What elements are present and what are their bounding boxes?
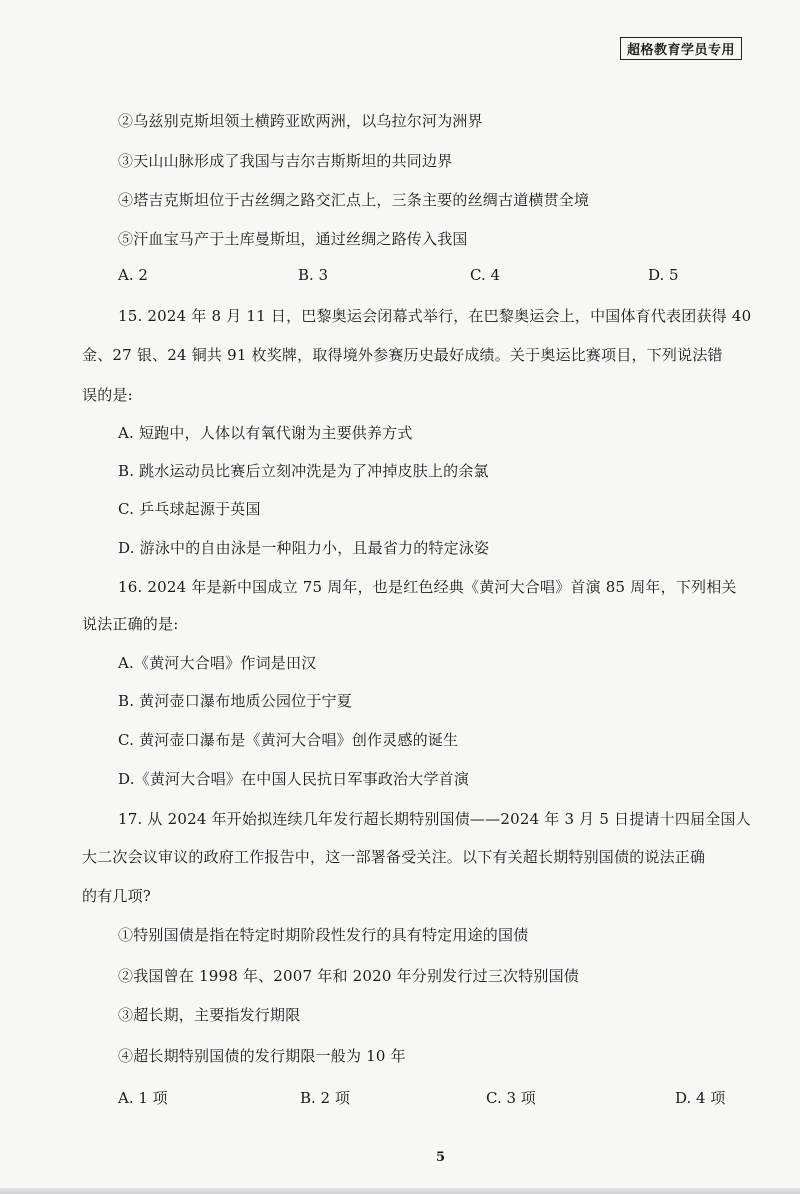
q17-statement-1: ①特别国债是指在特定时期阶段性发行的具有特定用途的国债 (118, 926, 529, 944)
q15-stem-line-1: 15. 2024 年 8 月 11 日，巴黎奥运会闭幕式举行，在巴黎奥运会上，中国体育代表团获得 40 (118, 307, 752, 325)
q15-option-d: D. 游泳中的自由泳是一种阻力小，且最省力的特定泳姿 (118, 539, 490, 557)
q15-option-a: A. 短跑中，人体以有氧代谢为主要供养方式 (118, 424, 413, 442)
q16-option-a: A.《黄河大合唱》作词是田汉 (118, 654, 317, 672)
q16-option-d: D.《黄河大合唱》在中国人民抗日军事政治大学首演 (118, 770, 470, 788)
q17-option-b: B. 2 项 (300, 1089, 350, 1107)
page-bottom-edge (0, 1188, 800, 1194)
q17-statement-3: ③超长期，主要指发行期限 (118, 1006, 301, 1024)
q17-statement-2: ②我国曾在 1998 年、2007 年和 2020 年分别发行过三次特别国债 (118, 967, 579, 985)
q15-stem-line-3: 误的是: (82, 386, 133, 404)
page-number: 5 (436, 1150, 446, 1165)
q16-option-c: C. 黄河壶口瀑布是《黄河大合唱》创作灵感的诞生 (118, 731, 459, 749)
q17-stem-line-1: 17. 从 2024 年开始拟连续几年发行超长期特别国债——2024 年 3 月 5 日提请十四届全国人 (118, 810, 751, 828)
q14-option-c: C. 4 (470, 266, 501, 284)
q17-stem-line-2: 大二次会议审议的政府工作报告中，这一部署备受关注。以下有关超长期特别国债的说法正确 (82, 848, 706, 866)
q16-option-b: B. 黄河壶口瀑布地质公园位于宁夏 (118, 692, 352, 710)
q16-stem-line-1: 16. 2024 年是新中国成立 75 周年，也是红色经典《黄河大合唱》首演 85 周年，下列相关 (118, 578, 737, 596)
q14-option-b: B. 3 (298, 266, 329, 284)
q16-stem-line-2: 说法正确的是: (82, 615, 179, 633)
q15-stem-line-2: 金、27 银、24 铜共 91 枚奖牌，取得境外参赛历史最好成绩。关于奥运比赛项目，下列说法错 (82, 346, 723, 364)
q17-option-a: A. 1 项 (118, 1089, 168, 1107)
q17-option-c: C. 3 项 (486, 1089, 536, 1107)
q14-statement-3: ③天山山脉形成了我国与吉尔吉斯斯坦的共同边界 (118, 152, 453, 170)
header-tag: 超格教育学员专用 (620, 37, 742, 60)
q14-statement-4: ④塔吉克斯坦位于古丝绸之路交汇点上，三条主要的丝绸古道横贯全境 (118, 191, 590, 209)
q17-stem-line-3: 的有几项? (82, 887, 152, 905)
q15-option-c: C. 乒乓球起源于英国 (118, 500, 261, 518)
q14-statement-2: ②乌兹别克斯坦领土横跨亚欧两洲，以乌拉尔河为洲界 (118, 112, 483, 130)
q15-option-b: B. 跳水运动员比赛后立刻冲洗是为了冲掉皮肤上的余氯 (118, 462, 489, 480)
q14-option-a: A. 2 (118, 266, 148, 284)
q17-statement-4: ④超长期特别国债的发行期限一般为 10 年 (118, 1047, 406, 1065)
q14-statement-5: ⑤汗血宝马产于土库曼斯坦，通过丝绸之路传入我国 (118, 230, 468, 248)
q17-option-d: D. 4 项 (675, 1089, 726, 1107)
q14-option-d: D. 5 (648, 266, 679, 284)
